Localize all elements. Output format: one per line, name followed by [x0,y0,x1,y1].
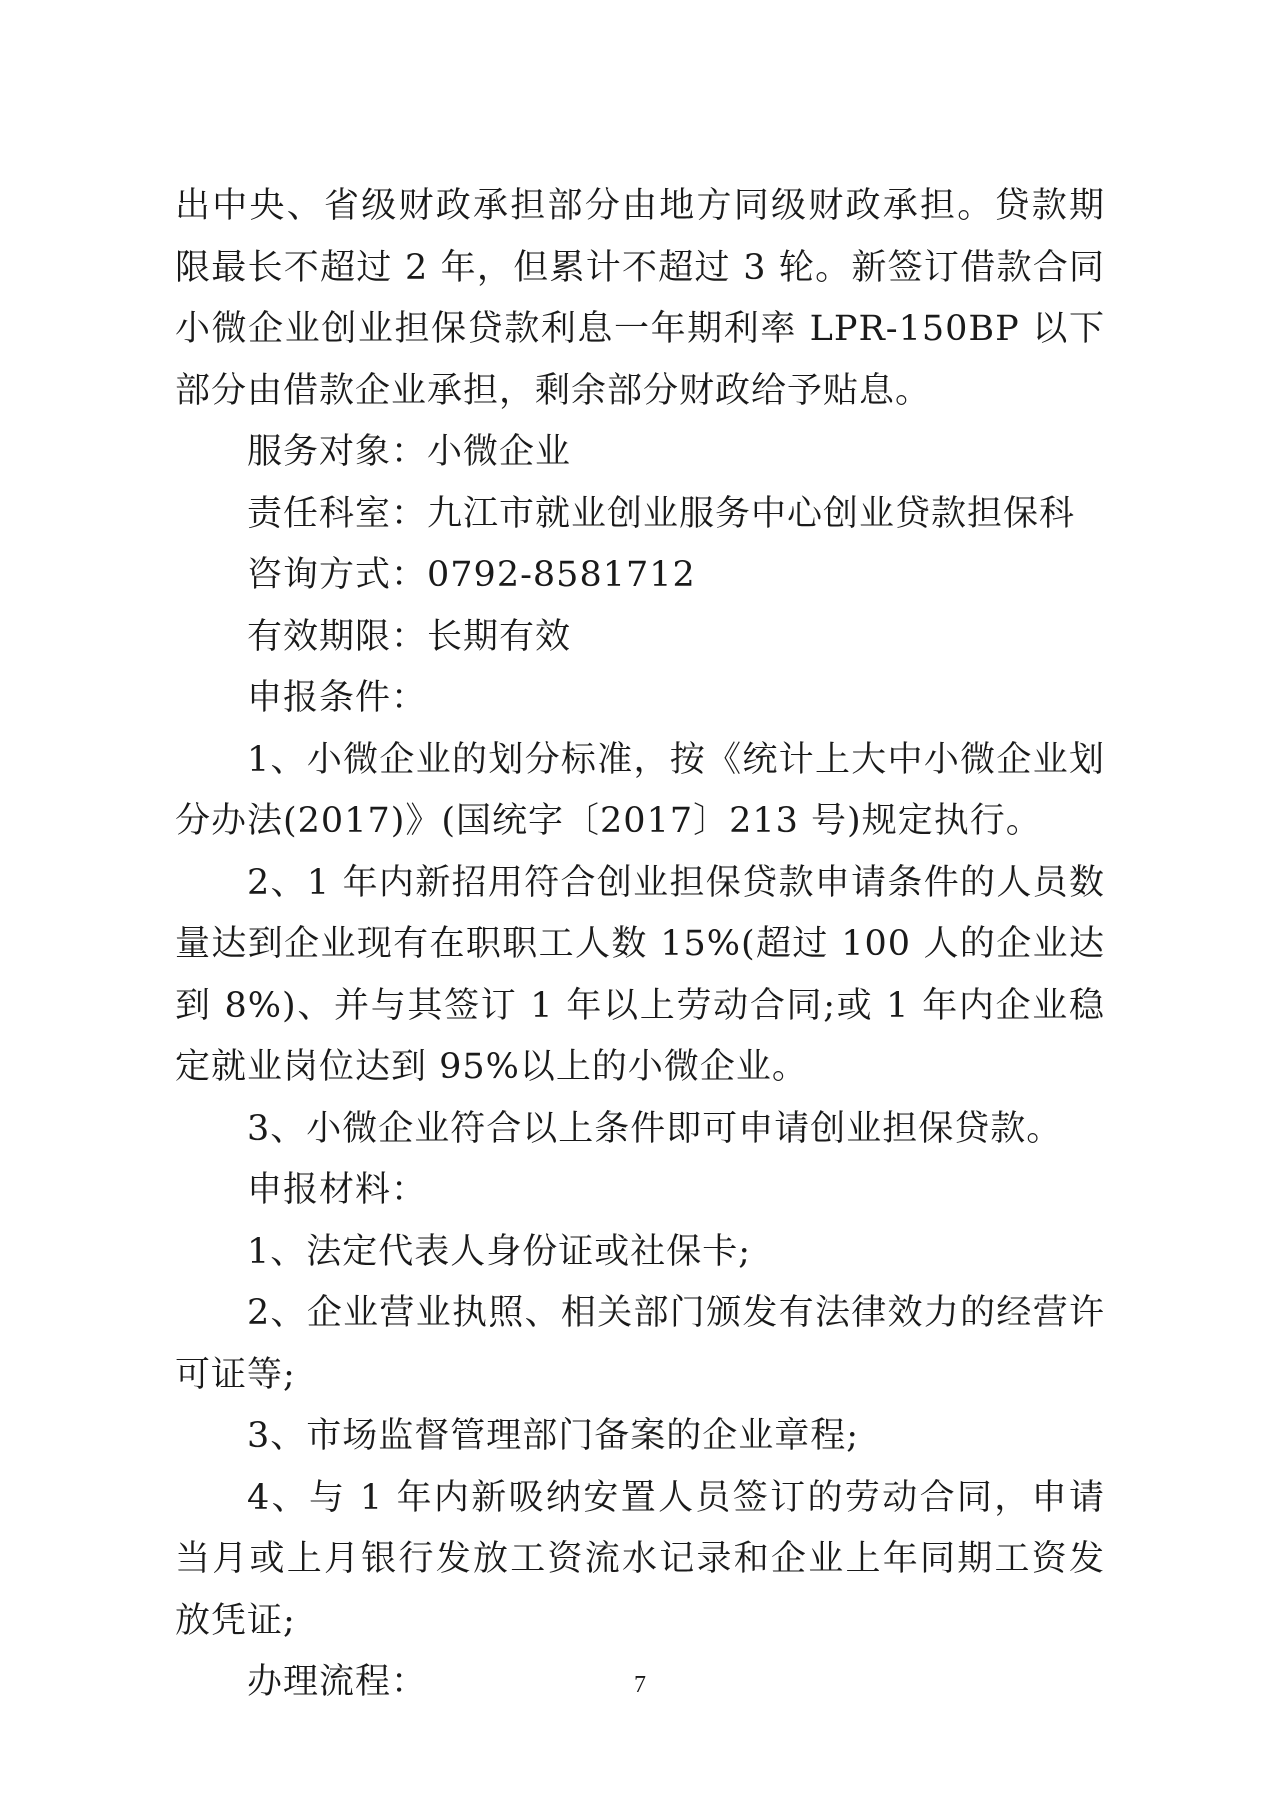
document-body [175,176,1105,1714]
field-label: 责任科室： [247,493,428,534]
field-value: 长期有效 [427,616,572,657]
material-item: 2、企业营业执照、相关部门颁发有法律效力的经营许可证等; [175,1293,1105,1395]
page-number: 7 [634,1672,646,1698]
condition-item: 1、小微企业的划分标准，按《统计上大中小微企业划分办法(2017)》(国统字〔2017〕213 号)规定执行。 [175,739,1105,841]
materials-heading: 申报材料： [247,1170,428,1210]
condition-item: 2、1 年内新招用符合创业担保贷款申请条件的人员数量达到企业现有在职职工人数 15%(超过 100 人的企业达到 8%)、并与其签订 1 年以上劳动合同;或 1 年内企业稳定就业岗位达到 95%以上的小微企业。 [175,862,1105,1087]
material-item: 1、法定代表人身份证或社保卡; [247,1231,752,1272]
material-item: 3、市场监督管理部门备案的企业章程; [247,1416,860,1456]
field-service-target [175,422,1105,484]
field-validity [175,607,1105,669]
intro-paragraph: 出中央、省级财政承担部分由地方同级财政承担。贷款期限最长不超过 2 年，但累计不超过 3 轮。新签订借款合同小微企业创业担保贷款利息一年期利率 LPR-150BP 以下部分由借款企业承担，剩余部分财政给予贴息。 [175,186,1105,411]
conditions-heading: 申报条件： [247,678,428,718]
condition-item: 3、小微企业符合以上条件即可申请创业担保贷款。 [247,1108,1063,1149]
material-item: 4、与 1 年内新吸纳安置人员签订的劳动合同，申请当月或上月银行发放工资流水记录和企业上年同期工资发放凭证; [175,1477,1105,1641]
field-responsible-office [175,484,1105,546]
field-value: 九江市就业创业服务中心创业贷款担保科 [427,493,1076,534]
process-heading: 办理流程： [247,1662,428,1702]
field-value: 0792-8581712 [427,555,696,595]
field-value: 小微企业 [427,432,572,472]
field-label: 咨询方式： [247,555,428,595]
field-label: 服务对象： [247,432,428,472]
field-contact [175,545,1105,607]
field-label: 有效期限： [247,616,428,657]
